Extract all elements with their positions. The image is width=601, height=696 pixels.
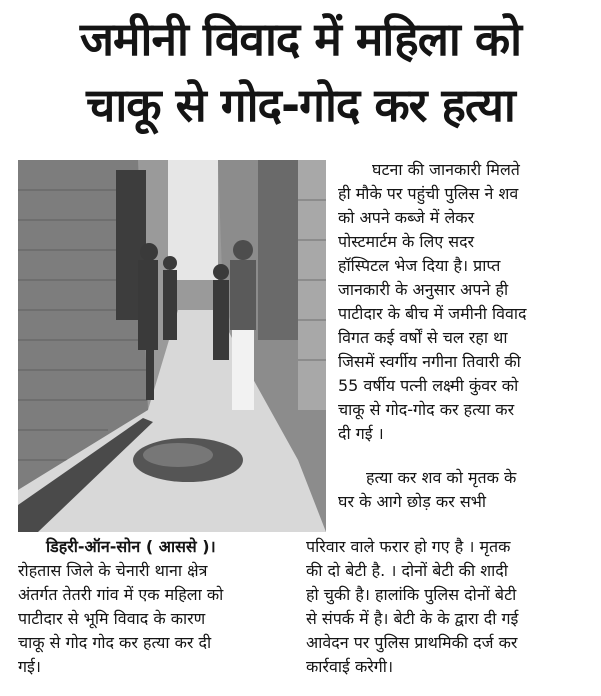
article-line: पोस्टमार्टम के लिए सदर (338, 232, 475, 251)
article-line: जानकारी के अनुसार अपने ही (338, 280, 509, 299)
news-photo (18, 160, 326, 532)
article-line: आवेदन पर पुलिस प्राथमिकी दर्ज कर (306, 633, 518, 652)
article-line: घर के आगे छोड़ कर सभी (338, 492, 487, 511)
article-line: को अपने कब्जे में लेकर (338, 208, 475, 227)
caption-line: गई। (18, 657, 41, 676)
article-line: हत्या कर शव को मृतक के (366, 468, 517, 487)
article-line: दी गई । (338, 424, 384, 443)
headline-line-2: चाकू से गोद-गोद कर हत्या (86, 78, 515, 132)
article-line: कार्रवाई करेगी। (306, 657, 394, 676)
article-line: पाटीदार के बीच में जमीनी विवाद (338, 304, 527, 323)
article-line: घटना की जानकारी मिलते (372, 160, 520, 179)
article-line: जिसमें स्वर्गीय नगीना तिवारी की (338, 352, 521, 371)
headline-line-1: जमीनी विवाद में महिला को (79, 12, 522, 66)
caption-line: पाटीदार से भूमि विवाद के कारण (18, 609, 206, 628)
article-line: की दो बेटी है. । दोनों बेटी की शादी (306, 561, 508, 580)
article-line: 55 वर्षीय पत्नी लक्ष्मी कुंवर को (338, 376, 519, 395)
article-line: परिवार वाले फरार हो गए है । मृतक (306, 537, 511, 556)
caption-line: अंतर्गत तेतरी गांव में एक महिला को (18, 585, 224, 604)
caption-line: चाकू से गोद गोद कर हत्या कर दी (18, 633, 212, 652)
caption-dateline: डिहरी-ऑन-सोन ( आससे )। (46, 537, 216, 556)
article-line: हो चुकी है। हालांकि पुलिस दोनों बेटी (306, 585, 517, 604)
article-line: ही मौके पर पहुंची पुलिस ने शव (338, 184, 519, 203)
news-photo-icon (18, 160, 326, 532)
article-line: हॉस्पिटल भेज दिया है। प्राप्त (338, 256, 501, 275)
article-line: विगत कई वर्षों से चल रहा था (338, 328, 508, 347)
article-line: चाकू से गोद-गोद कर हत्या कर (338, 400, 515, 419)
caption-line: रोहतास जिले के चेनारी थाना क्षेत्र (18, 561, 208, 580)
headline (0, 6, 601, 138)
article-line: से संपर्क में है। बेटी के के द्वारा दी गई (306, 609, 519, 628)
